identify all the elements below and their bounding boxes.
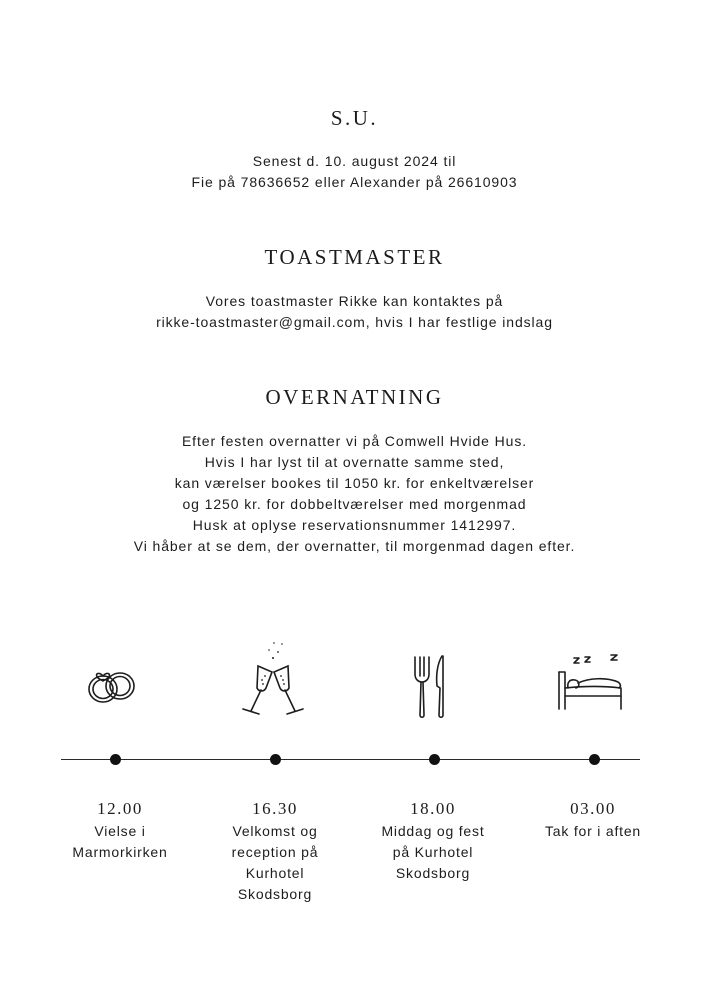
rsvp-line: Fie på 78636652 eller Alexander på 26610903 xyxy=(191,174,518,190)
overnatning-line: og 1250 kr. for dobbeltværelser med morgenmad xyxy=(182,496,527,512)
timeline-label-line: Marmorkirken xyxy=(72,844,168,860)
timeline-dot xyxy=(110,754,121,765)
toastmaster-line: rikke-toastmaster@gmail.com, hvis I har festlige indslag xyxy=(156,314,553,330)
fork-knife-icon xyxy=(410,652,450,720)
timeline-label xyxy=(55,821,185,863)
toastmaster-text xyxy=(0,291,709,333)
timeline-label-line: på Kurhotel xyxy=(392,844,474,860)
sleeping-bed-icon xyxy=(554,652,630,714)
wedding-rings-icon xyxy=(82,660,142,710)
timeline-label-line: Skodsborg xyxy=(237,886,313,902)
timeline-label-line: reception på xyxy=(231,844,319,860)
rsvp-heading: S.U. xyxy=(330,106,379,130)
rsvp-text xyxy=(0,151,709,193)
timeline-time: 12.00 xyxy=(97,799,143,818)
rsvp-line: Senest d. 10. august 2024 til xyxy=(252,153,457,169)
timeline-label-line: Skodsborg xyxy=(395,865,471,881)
overnatning-line: Efter festen overnatter vi på Comwell Hvide Hus. xyxy=(181,433,528,449)
timeline-label xyxy=(210,821,340,905)
overnatning-line: kan værelser bookes til 1050 kr. for enkeltværelser xyxy=(174,475,535,491)
timeline-label-line: Tak for i aften xyxy=(544,823,642,839)
timeline-label-line: Middag og fest xyxy=(381,823,485,839)
overnatning-line: Vi håber at se dem, der overnatter, til morgenmad dagen efter. xyxy=(133,538,576,554)
timeline-time: 18.00 xyxy=(410,799,456,818)
timeline-label xyxy=(368,821,498,884)
overnatning-heading: OVERNATNING xyxy=(265,385,444,409)
champagne-glasses-icon xyxy=(238,636,308,718)
timeline-dot xyxy=(429,754,440,765)
timeline-time: 03.00 xyxy=(570,799,616,818)
timeline-label-line: Kurhotel xyxy=(245,865,305,881)
timeline-dot xyxy=(270,754,281,765)
timeline-dot xyxy=(589,754,600,765)
timeline-label xyxy=(528,821,658,842)
timeline-label-line: Velkomst og xyxy=(232,823,318,839)
timeline-label-line: Vielse i xyxy=(94,823,146,839)
timeline-line xyxy=(61,759,640,760)
overnatning-line: Husk at oplyse reservationsnummer 1412997. xyxy=(192,517,517,533)
toastmaster-heading: TOASTMASTER xyxy=(264,245,445,269)
overnatning-line: Hvis I har lyst til at overnatte samme sted, xyxy=(204,454,505,470)
toastmaster-line: Vores toastmaster Rikke kan kontaktes på xyxy=(205,293,504,309)
overnatning-text xyxy=(0,431,709,557)
timeline-time: 16.30 xyxy=(252,799,298,818)
